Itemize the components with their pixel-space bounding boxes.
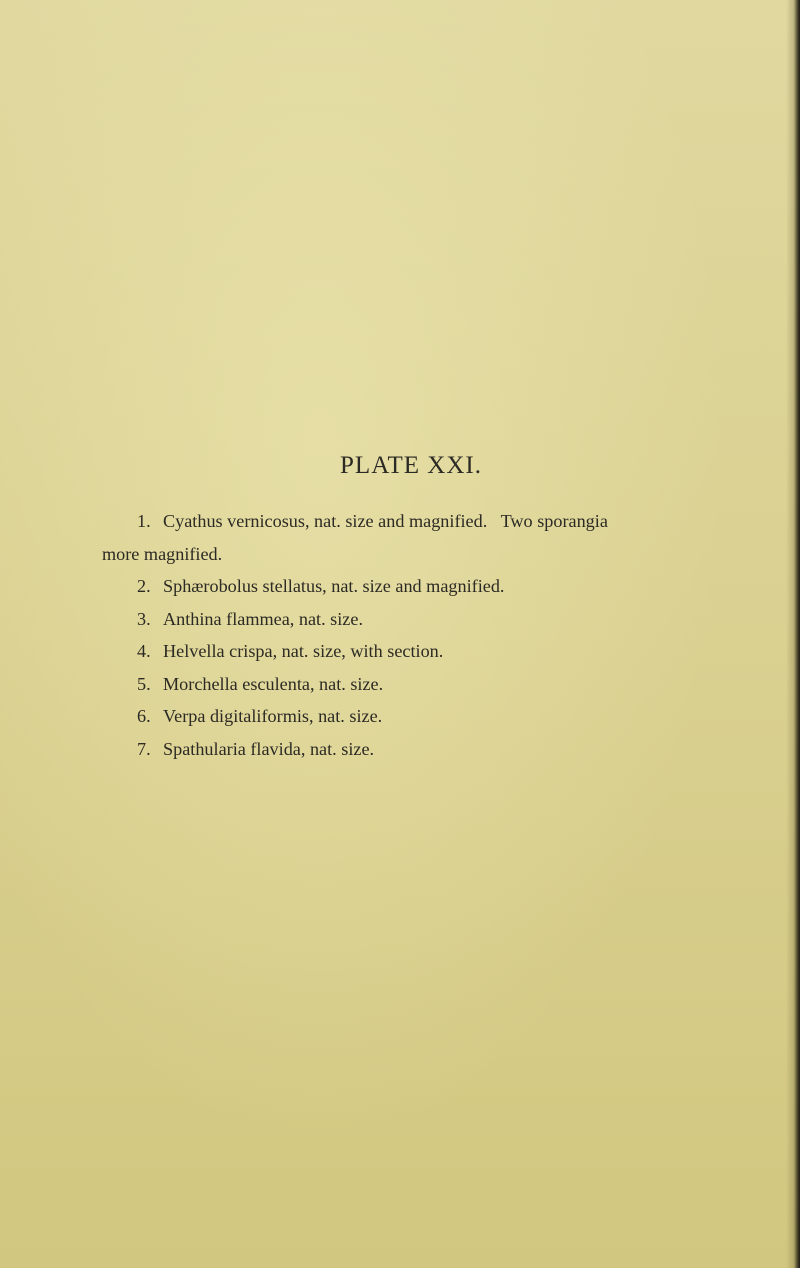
caption-list: [102, 505, 722, 765]
caption-item-7: [102, 733, 722, 766]
caption-number: 7.: [137, 738, 151, 759]
caption-text: Cyathus vernicosus, nat. size and magnified. Two sporangia: [163, 511, 608, 531]
caption-item-4: [102, 635, 722, 668]
page-edge-shadow: [786, 0, 800, 1268]
caption-item-1: [102, 505, 722, 570]
caption-text: Sphærobolus stellatus, nat. size and magnified.: [163, 576, 505, 596]
caption-item-2: [102, 570, 722, 603]
caption-number: 3.: [137, 608, 151, 629]
caption-number: 6.: [137, 706, 151, 726]
caption-text: Morchella esculenta, nat. size.: [163, 673, 384, 694]
caption-text: Helvella crispa, nat. size, with section.: [163, 641, 444, 661]
caption-text: Verpa digitaliformis, nat. size.: [163, 706, 383, 726]
caption-1-first-line: [102, 505, 722, 538]
plate-title: PLATE XXI.: [340, 452, 482, 479]
caption-number: 4.: [137, 641, 151, 661]
caption-item-5: [102, 668, 722, 701]
caption-1-continuation: more magnified.: [102, 543, 223, 564]
caption-number: 5.: [137, 673, 151, 694]
caption-text: Spathularia flavida, nat. size.: [163, 738, 375, 759]
caption-text: Anthina flammea, nat. size.: [163, 608, 363, 629]
caption-item-3: [102, 603, 722, 636]
caption-item-6: [102, 700, 722, 733]
caption-number: 2.: [137, 576, 151, 596]
caption-number: 1.: [137, 511, 151, 531]
